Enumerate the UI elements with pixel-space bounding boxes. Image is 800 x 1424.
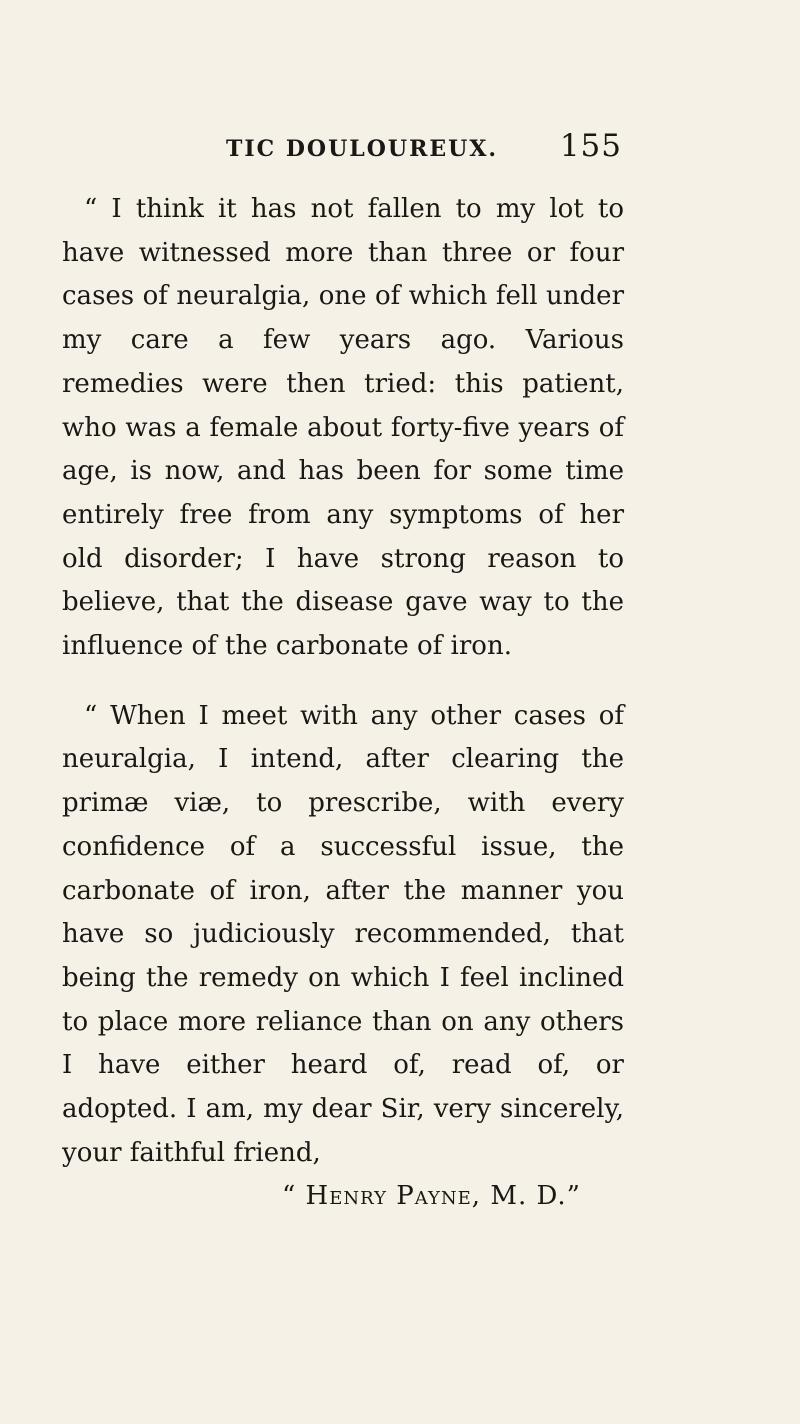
paragraph: “ I think it has not fallen to my lot to have witnessed more than three or four cases of neuralgia, one of which fell under my care a few years ago. Various remedies were then tried: this patient, who was a female about forty-five years of age, is now, and has been for some time entirely free from any symptoms of her old disorder; I have strong reason to believe, that the disease gave way to the influence of the carbonate of iron.: [62, 194, 624, 662]
running-title: TIC DOULOUREUX.: [226, 136, 499, 162]
page-number: 155: [559, 128, 622, 164]
letter-body: [62, 188, 624, 1219]
paragraph: “ When I meet with any other cases of neuralgia, I intend, after clearing the primæ viæ, to prescribe, with every confidence of a successful issue, the carbonate of iron, after the manner you have so judiciously recommended, that being the remedy on which I feel inclined to place more reliance than on any others I have either heard of, read of, or adopted. I am, my dear Sir, very sincerely, your faithful friend,: [62, 700, 624, 1168]
signature: “ Henry Payne, M. D.”: [282, 1181, 581, 1212]
page-header: [62, 128, 622, 168]
